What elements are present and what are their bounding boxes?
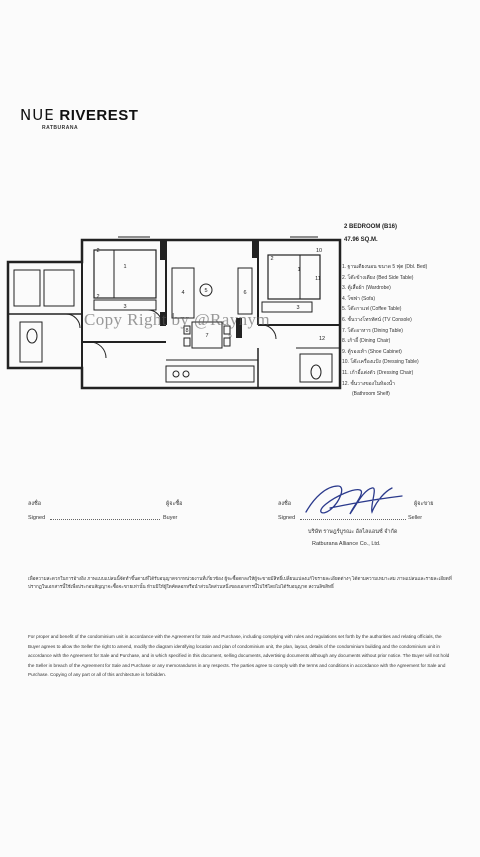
- room-number: 2: [270, 256, 274, 262]
- room-number: 11: [315, 276, 321, 282]
- legend-item: 7. โต๊ะอาหาร (Dining Table): [342, 327, 403, 334]
- copyright-watermark: Copy Right by @Raynym: [84, 310, 271, 329]
- english-disclaimer: For proper and benefit of the condominium unit in accordance with the Agreement for Sale and Purchase, including complying with rules and regulations set forth by the authorities and relating officials, the Buyer agrees to allow the Seller the right to amend, modify the diagram identifying location and plan of condominium unit, the plan, layout, details of the condominium building and the condominium unit in accordance with the Agreement for Sale and Purchase, and in which specified in this document, selling documents, advertising documents although any documents without prior notice. The Buyer will not hold the Seller in breach of the Agreement for Sale and Purchase or any memorandums in any respects. The parties agree to comply with the terms and conditions in accordance with the Agreement for Sale and Purchase. Copying of any part or all of this architecture is forbidden.: [28, 634, 450, 678]
- room-number: 5: [204, 288, 208, 294]
- seller-label: Seller: [408, 515, 423, 521]
- brand-name-prefix: NUE: [20, 106, 55, 124]
- room-number: 1: [123, 264, 127, 270]
- seller-label-th: ผู้จะขาย: [414, 501, 434, 507]
- buyer-sign-label-th: ลงชื่อ: [28, 501, 42, 507]
- legend-item: 3. ตู้เสื้อผ้า (Wardrobe): [342, 285, 391, 292]
- legend-item: 5. โต๊ะกาแฟ (Coffee Table): [342, 306, 402, 313]
- legend-item: 1. ฐานเตียงนอน ขนาด 5 ฟุต (Dbl. Bed): [342, 264, 428, 270]
- brand-location: RATBURANA: [42, 125, 79, 131]
- legend-item: 11. เก้าอี้แต่งตัว (Dressing Chair): [342, 369, 414, 376]
- room-number: 3: [296, 305, 300, 311]
- buyer-label-th: ผู้จะซื้อ: [166, 501, 183, 507]
- room-number: 7: [205, 333, 209, 339]
- legend-item: 12. ชั้นวางของในห้องน้ำ: [342, 380, 395, 387]
- unit-type: 2 BEDROOM (B16): [344, 224, 398, 230]
- legend-item: 6. ชั้นวางโทรทัศน์ (TV Console): [342, 316, 412, 323]
- room-number: 12: [318, 336, 326, 342]
- legend-item: (Bathroom Shelf): [352, 391, 390, 398]
- room-number: 10: [315, 248, 323, 254]
- brand-name-main: RIVEREST: [59, 107, 139, 124]
- legend-item: 9. ตู้รองเท้า (Shoe Cabinet): [342, 348, 402, 355]
- room-number: 6: [243, 290, 247, 296]
- brand-name: [20, 106, 138, 124]
- legend-item: 8. เก้าอี้ (Dining Chair): [342, 338, 391, 345]
- room-number: 4: [181, 290, 185, 296]
- legend-item: 10. โต๊ะเครื่องแป้ง (Dressing Table): [342, 359, 419, 366]
- room-number: 2: [96, 294, 100, 300]
- buyer-signed-label: Signed: [28, 515, 46, 521]
- room-number: 2: [96, 248, 100, 254]
- thai-disclaimer: เพื่อความสะดวกในการอ้างอิง ภาพแบบแปลนนี้จัดทำขึ้นตามที่ได้รับอนุญาตจากหน่วยงานที่เกี่ยวข้อง ผู้จะซื้อตกลงให้ผู้จะขายมีสิทธิ์เปลี่ยนแปลงแก้ไขรายละเอียดต่างๆ ได้ตามความเหมาะสม ภาพแปลนและรายละเอียดที่ปรากฏในเอกสารนี้ใช้เพื่อประกอบสัญญาจะซื้อจะขายเท่านั้น ห้ามมิให้ผู้ใดคัดลอกหรือนำส่วนใดส่วนหนึ่งของเอกสารนี้ไปใช้โดยไม่ได้รับอนุญาต สงวนลิขสิทธิ์: [28, 576, 452, 590]
- seller-signed-label: Signed: [278, 515, 296, 521]
- legend-item: 4. โซฟา (Sofa): [342, 295, 375, 302]
- room-number: 1: [297, 267, 301, 273]
- room-number: 9: [228, 334, 232, 340]
- buyer-signature-line[interactable]: [50, 519, 160, 520]
- company-name-th: บริษัท ราษฎร์บูรณะ อัลไลแอนซ์ จำกัด: [308, 529, 398, 535]
- room-number: 3: [123, 304, 127, 310]
- seller-handwritten-signature: [300, 478, 410, 522]
- buyer-label: Buyer: [163, 515, 178, 521]
- room-number: 8: [185, 328, 189, 334]
- unit-area: 47.96 SQ.M.: [344, 237, 378, 243]
- company-name-en: Ratburana Alliance Co., Ltd.: [312, 541, 381, 547]
- seller-sign-label-th: ลงชื่อ: [278, 501, 292, 507]
- legend-item: 2. โต๊ะข้างเตียง (Bed Side Table): [342, 274, 414, 281]
- furniture-legend: [342, 262, 427, 400]
- brand-logo: [20, 106, 138, 131]
